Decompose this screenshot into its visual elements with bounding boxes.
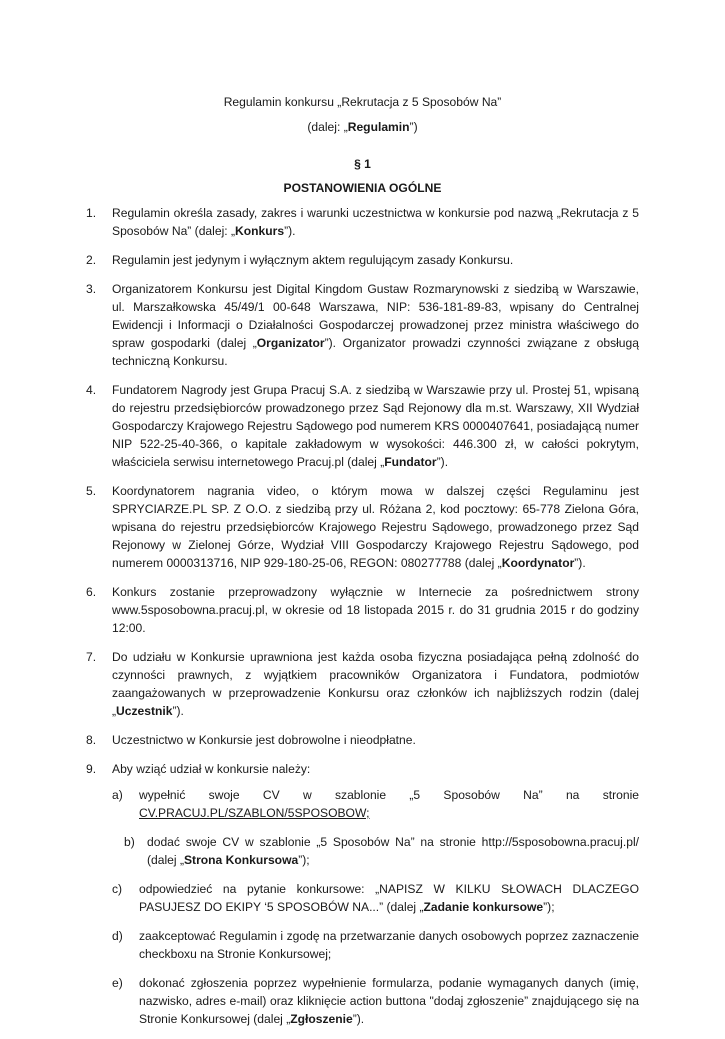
subtitle-defined-term: Regulamin <box>347 120 410 134</box>
cv-template-link[interactable]: CV.PRACUJ.PL/SZABLON/5SPOSOBOW; <box>139 806 370 820</box>
document-title: Regulamin konkursu „Rekrutacja z 5 Sposobów Na” <box>223 95 502 109</box>
provisions-list <box>0 204 725 1039</box>
list-item <box>0 760 725 1028</box>
item-text: Aby wziąć udział w konkursie należy: <box>112 762 311 776</box>
item-number: 3. <box>86 282 97 296</box>
document-subtitle <box>0 118 725 136</box>
sub-item-text: wypełnić swoje CV w szablonie „5 Sposobów Na” na stronie <box>139 788 639 802</box>
item-number: 2. <box>86 253 97 267</box>
list-item <box>0 648 725 720</box>
sub-item-letter: d) <box>112 929 123 943</box>
sub-list-item <box>112 833 639 869</box>
sub-item-text: dodać swoje CV w szablonie „5 Sposobów Na” na stronie http://5sposobowna.pracuj.pl/ (dalej „ <box>147 835 639 867</box>
item-number: 9. <box>86 762 97 776</box>
section-title: POSTANOWIENIA OGÓLNE <box>283 181 442 195</box>
item-number: 8. <box>86 733 97 747</box>
sub-list-item <box>112 927 639 963</box>
defined-term: Koordynator <box>501 556 575 570</box>
list-item <box>0 731 725 749</box>
list-item <box>0 280 725 370</box>
item-number: 5. <box>86 484 97 498</box>
item-number: 7. <box>86 650 97 664</box>
subtitle-prefix: (dalej: „ <box>307 120 348 134</box>
item-text: Koordynatorem nagrania video, o którym mowa w dalszej części Regulaminu jest SPRYCIARZE.PL SP. Z O.O. z siedzibą przy ul. Różana 2, kod pocztowy: 65-778 Zielona Góra, wpisana do rejestru przedsiębiorców Krajowego Rejestru Sądowego, prowadzonego przez Sąd Rejonowy w Zielonej Górze, Wydział VIII Gospodarczy Krajowego Rejestru Sądowego, pod numerem 0000313716, NIP 929-180-25-06, REGON: 080277788 (dalej „ <box>112 484 639 570</box>
sub-item-letter: a) <box>112 788 123 802</box>
item-text-end: ”). <box>172 704 184 718</box>
defined-term: Strona Konkursowa <box>183 853 299 867</box>
item-number: 4. <box>86 383 97 397</box>
item-number: 1. <box>86 206 97 220</box>
sub-list-item <box>112 786 639 822</box>
item-text: Do udziału w Konkursie uprawniona jest każda osoba fizyczna posiadająca pełną zdolność do czynności prawnych, z wyjątkiem pracowników Organizatora i Fundatora, podmiotów zaangażowanych w przeprowadzenie Konkursu oraz członków ich najbliższych rodzin (dalej „ <box>112 650 639 718</box>
sub-item-letter: b) <box>124 835 135 849</box>
defined-term: Fundator <box>384 455 437 469</box>
subtitle-suffix: ”) <box>409 120 418 134</box>
item-text-end: ”). <box>574 556 586 570</box>
participation-steps <box>112 786 639 1028</box>
sub-item-letter: c) <box>112 882 123 896</box>
item-text: Konkurs zostanie przeprowadzony wyłącznie w Internecie za pośrednictwem strony www.5sposobowna.pracuj.pl, w okresie od 18 listopada 2015 r. do 31 grudnia 2015 r do godziny 12:00. <box>112 585 639 635</box>
item-text: Organizatorem Konkursu jest Digital Kingdom Gustaw Rozmarynowski z siedzibą w Warszawie, ul. Marszałkowska 45/49/1 00-648 Warszawa, NIP: 536-181-89-83, wpisany do Centralnej Ewidencji i Informacji o Działalności Gospodarczej prowadzonej przez ministra właściwego do spraw gospodarki (dalej „ <box>112 282 639 350</box>
sub-item-letter: e) <box>112 976 123 990</box>
sub-item-text: odpowiedzieć na pytanie konkursowe: „NAPISZ W KILKU SŁOWACH DLACZEGO PASUJESZ DO EKIPY ‘5 SPOSOBÓW NA...” (dalej „ <box>139 882 639 914</box>
item-text: Fundatorem Nagrody jest Grupa Pracuj S.A. z siedzibą w Warszawie przy ul. Prostej 51, wpisaną do rejestru przedsiębiorców prowadzonego przez Sąd Rejonowy dla m.st. Warszawy, XII Wydział Gospodarczy Krajowego Rejestru Sądowego pod numerem KRS 0000407641, posiadającą numer NIP 522-25-40-366, o kapitale zakładowym w wysokości: 446.300 zł, w całości pokrytym, właściciela serwisu internetowego Pracuj.pl (dalej „ <box>112 383 639 469</box>
sub-list-item <box>112 974 639 1028</box>
sub-item-text: zaakceptować Regulamin i zgodę na przetwarzanie danych osobowych poprzez zaznaczenie checkboxu na Stronie Konkursowej; <box>139 929 639 961</box>
item-text-end: ”). <box>284 224 296 238</box>
item-text-end: ”). Organizator prowadzi czynności związane z obsługą techniczną Konkursu. <box>112 336 639 368</box>
defined-term: Konkurs <box>235 224 285 238</box>
defined-term: Organizator <box>256 336 325 350</box>
sub-item-text: dokonać zgłoszenia poprzez wypełnienie formularza, podanie wymaganych danych (imię, nazwisko, adres e-mail) oraz kliknięcie action buttona "dodaj zgłoszenie” znajdującego się na Stronie Konkursowej (dalej „ <box>139 976 639 1026</box>
list-item <box>0 583 725 637</box>
sub-item-text-end: ”); <box>298 853 310 867</box>
list-item <box>0 482 725 572</box>
list-item <box>0 204 725 240</box>
sub-item-text-end: ”). <box>352 1012 365 1026</box>
item-number: 6. <box>86 585 97 599</box>
sub-item-text-end: ”); <box>543 900 555 914</box>
defined-term: Uczestnik <box>116 704 173 718</box>
list-item <box>0 251 725 269</box>
section-number: § 1 <box>354 157 371 171</box>
defined-term: Zadanie konkursowe <box>423 900 544 914</box>
list-item <box>0 381 725 471</box>
item-text: Regulamin jest jedynym i wyłącznym aktem regulującym zasady Konkursu. <box>112 253 514 267</box>
item-text: Regulamin określa zasady, zakres i warunki uczestnictwa w konkursie pod nazwą „Rekrutacja z 5 Sposobów Na” (dalej: „ <box>112 206 639 238</box>
sub-list-item <box>112 880 639 916</box>
item-text: Uczestnictwo w Konkursie jest dobrowolne i nieodpłatne. <box>112 733 416 747</box>
item-text-end: ”). <box>436 455 449 469</box>
defined-term: Zgłoszenie <box>290 1012 353 1026</box>
